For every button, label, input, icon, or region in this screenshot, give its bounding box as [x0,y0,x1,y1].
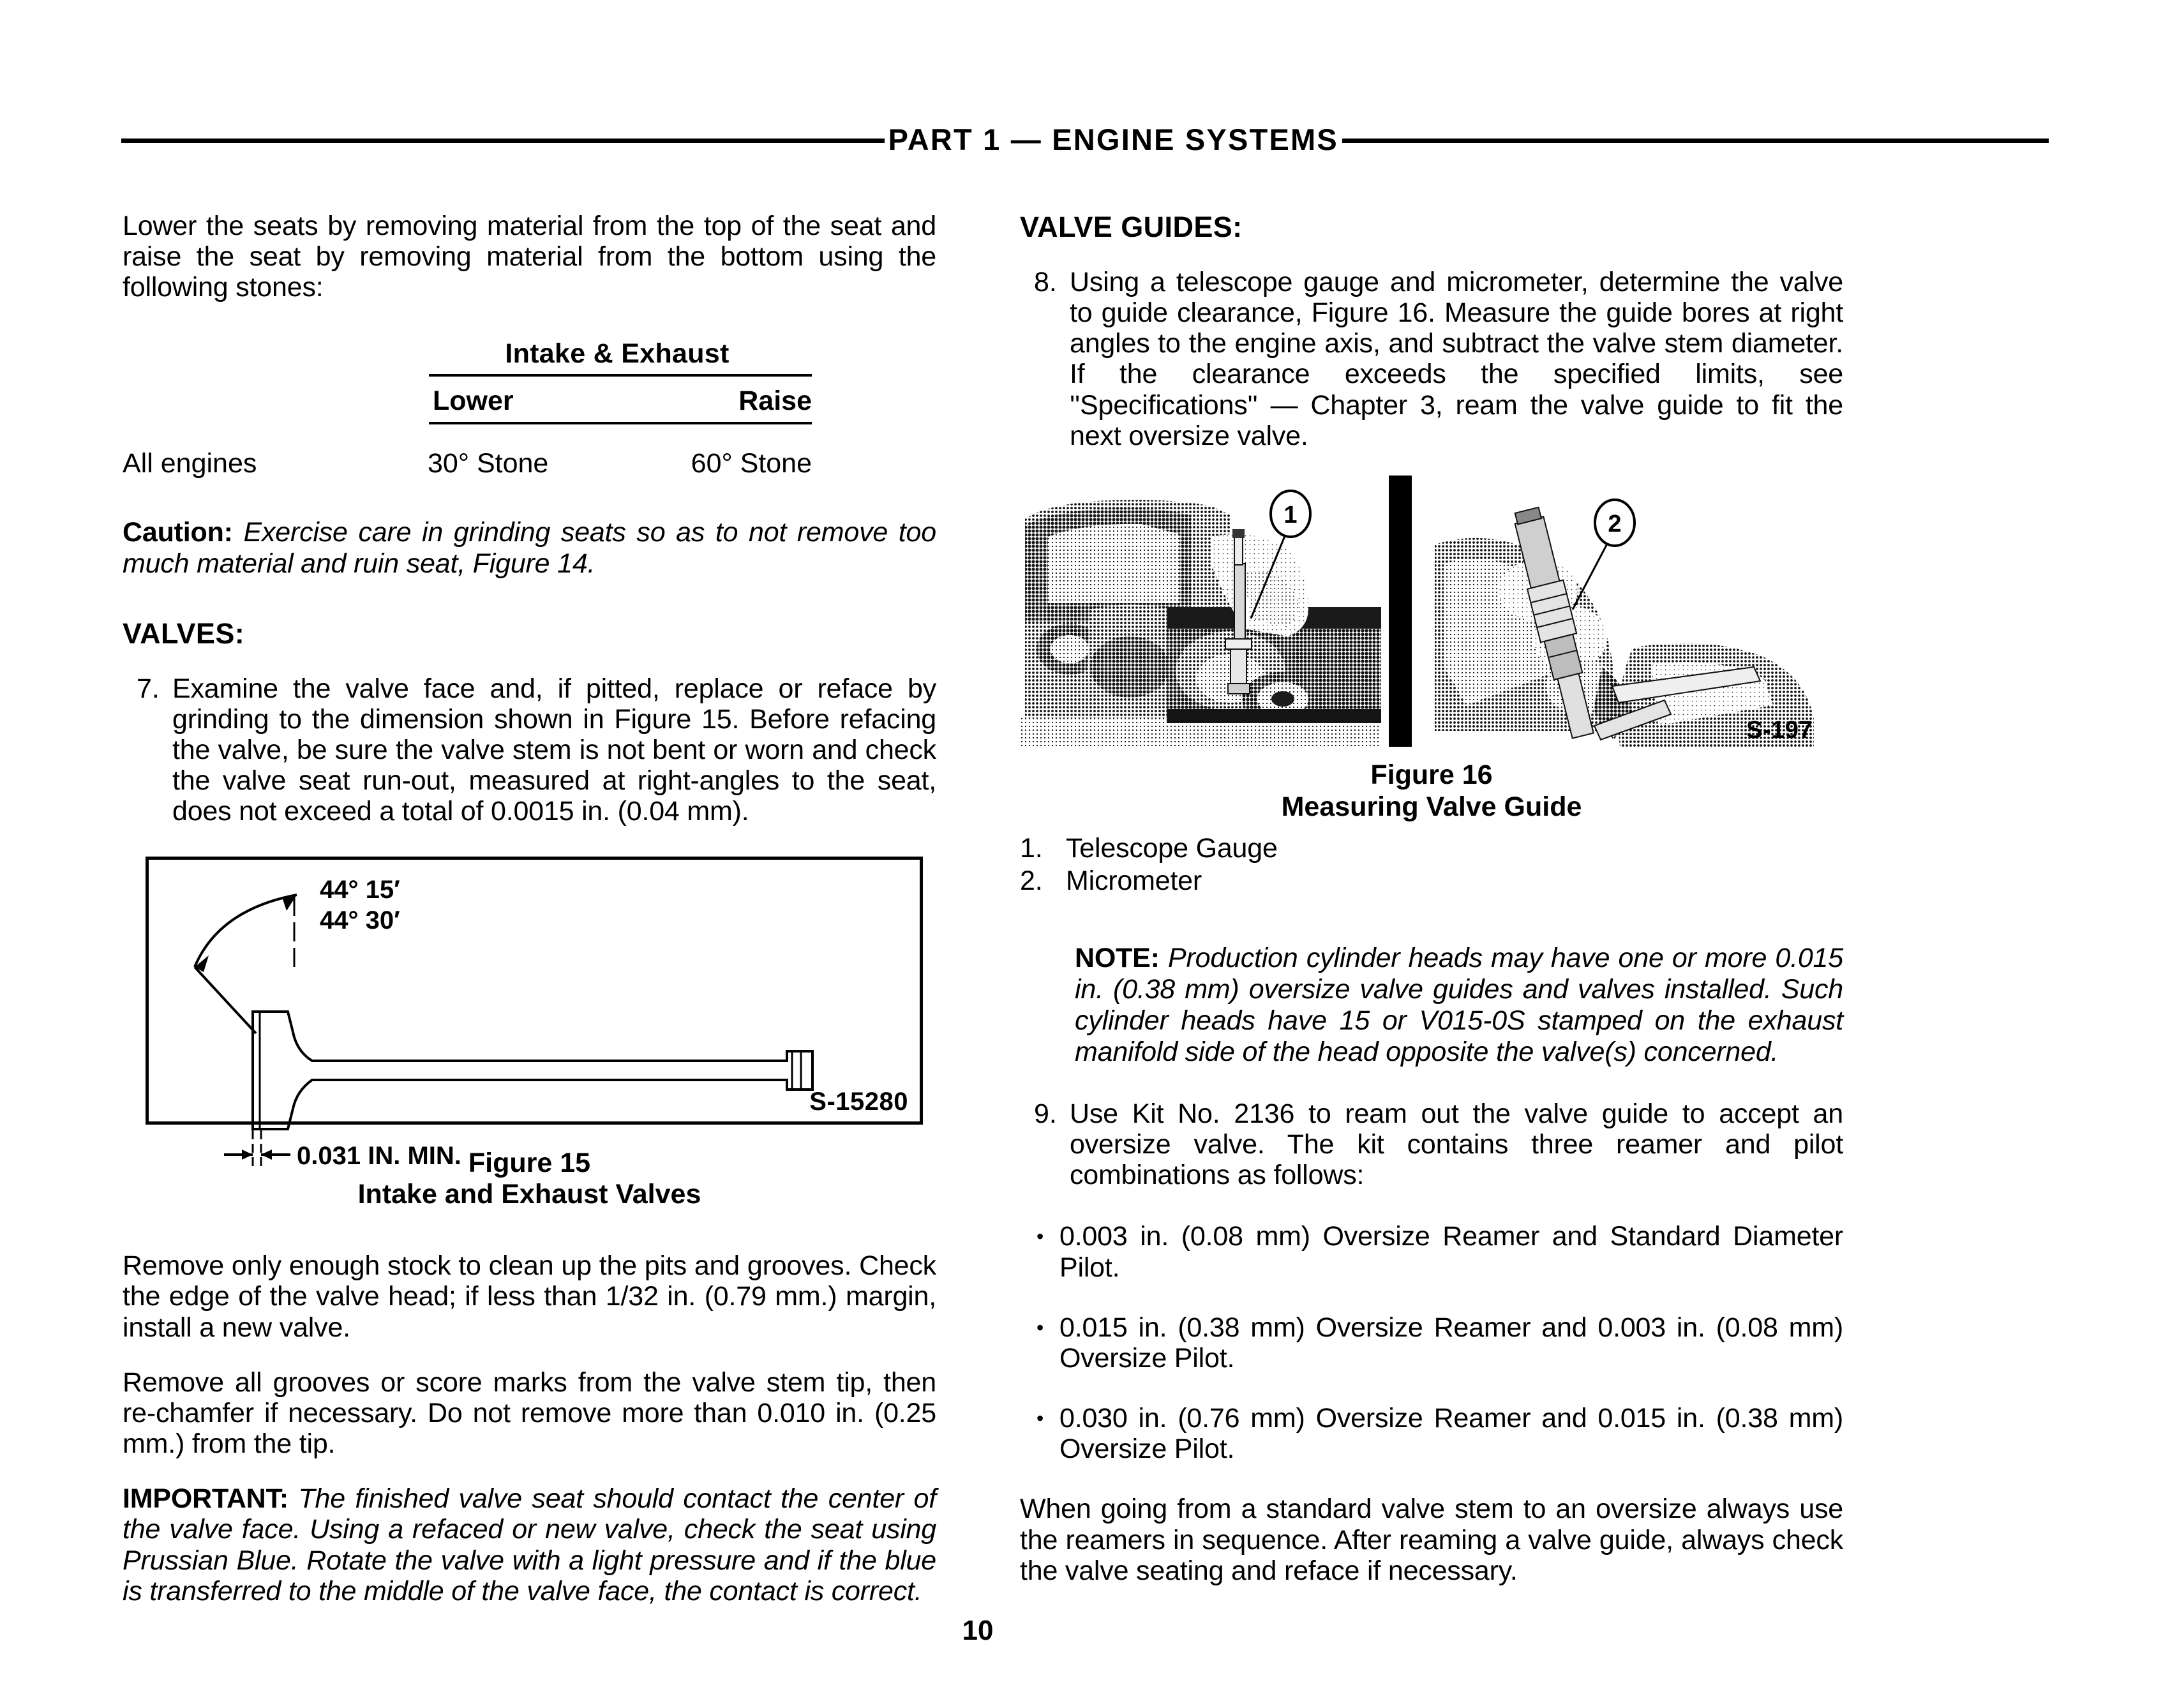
figure-16-legend-item-1 [1020,832,1843,865]
list-item-9-text: Use Kit No. 2136 to ream out the valve guide to accept an oversize valve. The kit contains three reamer and pilot combinations as follows: [1070,1098,1843,1191]
note-text: Production cylinder heads may have one or more 0.015 in. (0.38 mm) oversize valve guides and valves installed. Such cylinder heads have 15 or V015-0S stamped on the exhaust manifold side of the head opposite the valve(s) concerned. [1075,942,1843,1067]
caution-label: Caution: [123,517,233,548]
bullet-text-2: 0.015 in. (0.38 mm) Oversize Reamer and 0.003 in. (0.08 mm) Oversize Pilot. [1059,1312,1843,1374]
valve-guide-photo-svg [1020,476,1818,747]
list-item-8-text: Using a telescope gauge and micrometer, determine the valve to guide clearance, Figure 16. Measure the guide bores at right angles to the engine axis, and subtract the valve stem diameter. If the clearance exceeds the specified limits, see ''Specifications'' — Chapter 3, ream the valve guide to fit the next oversize valve. [1070,267,1843,451]
stone-table-row-label: All engines [123,448,257,479]
bullet-marker-3: • [1036,1407,1044,1430]
figure-15-angle-label-2: 44° 30′ [320,906,400,934]
bullet-text-1: 0.003 in. (0.08 mm) Oversize Reamer and Standard Diameter Pilot. [1059,1221,1843,1283]
stone-table-group-header: Intake & Exhaust [505,338,730,370]
bullet-item-2 [1020,1312,1843,1374]
list-item-8-number: 8. [1034,267,1057,297]
figure-16-photo-code: S-197 [1746,716,1813,744]
figure-16-photograph [1020,476,1818,747]
stone-table-col-raise: Raise [738,386,812,417]
figure-16-caption [1020,760,1843,823]
important-text: The finished valve seat should contact the center of the valve face. Using a refaced or new valve, check the seat using Prussian Blue. Rotate the valve with a light pressure and if the blue is transferred to the middle of the valve face, the contact is correct. [123,1483,936,1607]
note-paragraph [1020,943,1843,1068]
list-item-7 [123,673,936,827]
caution-text: Exercise care in grinding seats so as to not remove too much material and ruin seat, Figure 14. [123,517,936,579]
figure-16-caption-line2: Measuring Valve Guide [1281,791,1582,822]
stone-table-value-raise: 60° Stone [691,448,812,479]
figure-15-caption-line1: Figure 15 [468,1147,591,1178]
page-number: 10 [962,1615,994,1646]
figure-15-dimension-label: 0.031 IN. MIN. [297,1141,461,1170]
list-item-8 [1020,267,1843,451]
bullet-marker-1: • [1036,1225,1044,1248]
figure-16-legend-num-2: 2. [1020,865,1043,897]
figure-15-art-code: S-15280 [809,1087,908,1116]
bullet-text-3: 0.030 in. (0.76 mm) Oversize Reamer and 0.015 in. (0.38 mm) Oversize Pilot. [1059,1403,1843,1465]
closing-paragraph: When going from a standard valve stem to an oversize always use the reamers in sequence. After reaming a valve guide, always check the valve seating and reface if necessary. [1020,1494,1843,1586]
figure-16-callout-1: 1 [1283,501,1298,528]
figure-16-legend-num-1: 1. [1020,832,1043,864]
intro-paragraph: Lower the seats by removing material from the top of the seat and raise the seat by removing material from the bottom using the following stones: [123,211,936,303]
paragraph-remove-stock: Remove only enough stock to clean up the pits and grooves. Check the edge of the valve head; if less than 1/32 in. (0.79 mm.) margin, install a new valve. [123,1250,936,1343]
photo-divider-bar [1389,476,1412,747]
figure-16-legend-label-1: Telescope Gauge [1066,832,1278,864]
bullet-item-3 [1020,1403,1843,1464]
bullet-item-1 [1020,1221,1843,1282]
bullet-marker-2: • [1036,1315,1044,1339]
photo-right-panel [1412,476,1818,747]
left-column [123,211,936,1631]
stone-table-rule-top [429,374,812,377]
note-label: NOTE: [1075,942,1160,973]
figure-16-legend-item-2 [1020,865,1843,898]
important-label: IMPORTANT: [123,1483,288,1515]
caution-paragraph [123,517,936,578]
page-header [121,118,2049,163]
header-title: PART 1 — ENGINE SYSTEMS [888,122,1338,156]
header-rule-right [1342,139,2049,143]
valve-guides-heading: VALVE GUIDES: [1020,211,1243,243]
figure-15-angle-label-1: 44° 15′ [320,875,400,904]
stone-table-rule-bottom [429,422,812,424]
list-item-7-text: Examine the valve face and, if pitted, replace or reface by grinding to the dimension shown in Figure 15. Before refacing the valve, be sure the valve stem is not bent or worn and check the valve seat run-out, measured at right-angles to the seat, does not exceed a total of 0.0015 in. (0.04 mm). [172,673,936,827]
valves-heading: VALVES: [123,617,245,650]
stone-table-value-lower: 30° Stone [428,448,549,479]
stone-table-col-lower: Lower [433,386,514,417]
paragraph-remove-grooves: Remove all grooves or score marks from the valve stem tip, then re-chamfer if necessary. Do not remove more than 0.010 in. (0.25 mm.) from the tip. [123,1367,936,1460]
right-column [1020,211,1843,1610]
figure-16-caption-line1: Figure 16 [1370,759,1493,790]
stone-table [123,338,936,489]
figure-16-legend-label-2: Micrometer [1066,865,1202,897]
figure-16-callout-2: 2 [1608,510,1622,537]
figure-16-legend [1020,832,1843,898]
list-item-9 [1020,1098,1843,1190]
list-item-7-number: 7. [137,673,160,704]
figure-15-caption-line2: Intake and Exhaust Valves [357,1179,701,1210]
header-rule-left [121,139,885,143]
list-item-9-number: 9. [1034,1098,1057,1129]
important-paragraph [123,1483,936,1607]
